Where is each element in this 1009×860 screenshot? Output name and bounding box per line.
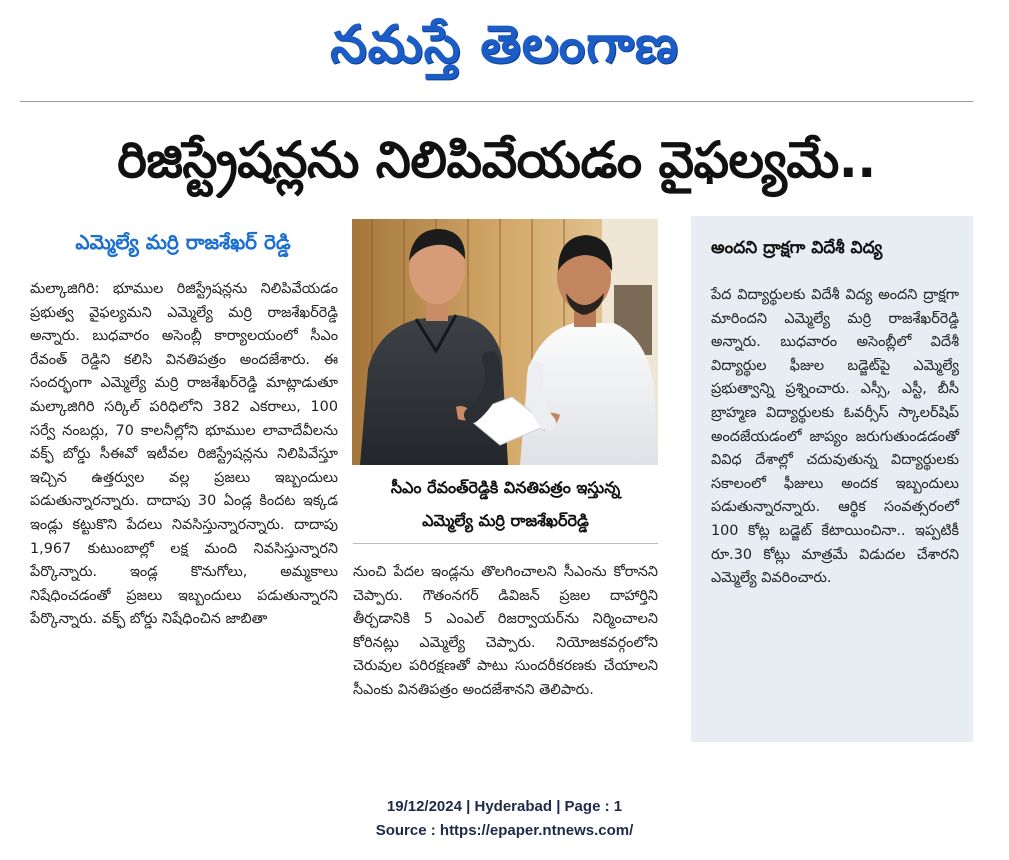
- sidebar-body: పేద విద్యార్థులకు విదేశీ విద్య అందని ద్రాక్షగా మారిందని ఎమ్మెల్యే మర్రి రాజశేఖర్‌రెడ్డి అన్నారు. బుధవారం అసెంబ్లీలో విదేశీ విద్యార్థుల ఫీజుల బడ్జెట్‌పై ఎమ్మెల్యే ప్రభుత్వాన్ని ప్రశ్నించారు. ఎస్సీ, ఎస్టీ, బీసీ బ్రాహ్మణ విద్యార్థులకు ఓవర్సీస్ స్కాలర్‌షిప్ అందజేయడంలో జాప్యం జరుగుతుండడంతో వివిధ దేశాల్లో చదువుతున్న విద్యార్థులకు సకాలంలో ఫీజులు అందక ఇబ్బందులు పడుతున్నారన్నారు. ఆర్థిక సంవత్సరంలో 100 కోట్ల బడ్జెట్ కేటాయించినా.. ఇప్పటికీ రూ.30 కోట్లు మాత్రమే విడుదల చేశారని ఎమ్మెల్యే వివరించారు.: [711, 287, 959, 587]
- masthead-divider: [20, 101, 973, 102]
- sidebar-box: [691, 216, 973, 742]
- sidebar-title: అందని ద్రాక్షగా విదేశీ విద్య: [711, 238, 883, 258]
- article-byline: ఎమ్మెల్యే మర్రి రాజశేఖర్ రెడ్డి: [75, 230, 291, 254]
- source-link[interactable]: Source : https://epaper.ntnews.com/: [375, 822, 634, 839]
- photo-caption-line-1: సీఎం రేవంత్‌రెడ్డికి వినతిపత్రం ఇస్తున్న: [390, 478, 621, 497]
- page-footer: [0, 795, 1009, 843]
- article-body-left-column: మల్కాజిగిరి: భూముల రిజిస్ట్రేషన్లను నిలిపివేయడం ప్రభుత్వ వైఫల్యమని ఎమ్మెల్యే మర్రి రాజశేఖర్‌రెడ్డి అన్నారు. బుధవారం అసెంబ్లీ కార్యాలయంలో సీఎం రేవంత్ రెడ్డిని కలిసి వినతిపత్రం అందజేశారు. ఈ సందర్భంగా ఎమ్మెల్యే మర్రి రాజశేఖర్‌రెడ్డి మాట్లాడుతూ మల్కాజిగిరి సర్కిల్ పరిధిలోని 382 ఎకరాలు, 100 సర్వే నంబర్లు, 70 కాలనీల్లోని భూముల లావాదేవీలను వక్ఫ్ బోర్డు సీఈవో ఇటీవల రిజిస్ట్రేషన్లను నిలిపివేస్తూ ఇచ్చిన ఉత్తర్వుల వల్ల ప్రజలు ఇబ్బందులు పడుతున్నారన్నారు. దాదాపు 30 ఏండ్ల కిందట ఇక్కడ ఇండ్లు కట్టుకొని పేదలు నివసిస్తున్నారన్నారు. దాదాపు 1,967 కుటుంబాల్లో లక్ష మంది నివసిస్తున్నారని పేర్కొన్నారు. ఇండ్ల కొనుగోలు, అమ్మకాలు నిషేధించడంతో ప్రజలు ఇబ్బందులు పడుతున్నారని పేర్కొన్నారు. వక్ఫ్ బోర్డు నిషేధించిన జాబితా: [30, 281, 338, 628]
- edition-info: 19/12/2024 | Hyderabad | Page : 1: [386, 798, 623, 815]
- masthead-logo: నమస్తే తెలంగాణ: [330, 15, 679, 75]
- photo-caption-line-2: ఎమ్మెల్యే మర్రి రాజశేఖర్‌రెడ్డి: [422, 511, 589, 530]
- article-headline: రిజిస్ట్రేషన్లను నిలిపివేయడం వైఫల్యమే..: [117, 131, 876, 189]
- photo-illustration: [352, 219, 658, 465]
- photo-caption: [353, 471, 658, 544]
- article-photo: [352, 219, 658, 465]
- article-body-middle-column: నుంచి పేదల ఇండ్లను తొలగించాలని సీఎంను కోరానని చెప్పారు. గౌతంనగర్ డివిజన్ ప్రజల దాహార్తిని తీర్చడానికి 5 ఎంఎల్ రిజర్వాయర్‌ను నిర్మించాలని కోరినట్లు ఎమ్మెల్యే చెప్పారు. నియోజకవర్గంలోని చెరువుల పరిరక్షణతో పాటు సుందరీకరణకు చేయాలని సీఎంకు వినతిపత్రం అందజేశానని తెలిపారు.: [353, 564, 658, 698]
- masthead: [0, 2, 1009, 88]
